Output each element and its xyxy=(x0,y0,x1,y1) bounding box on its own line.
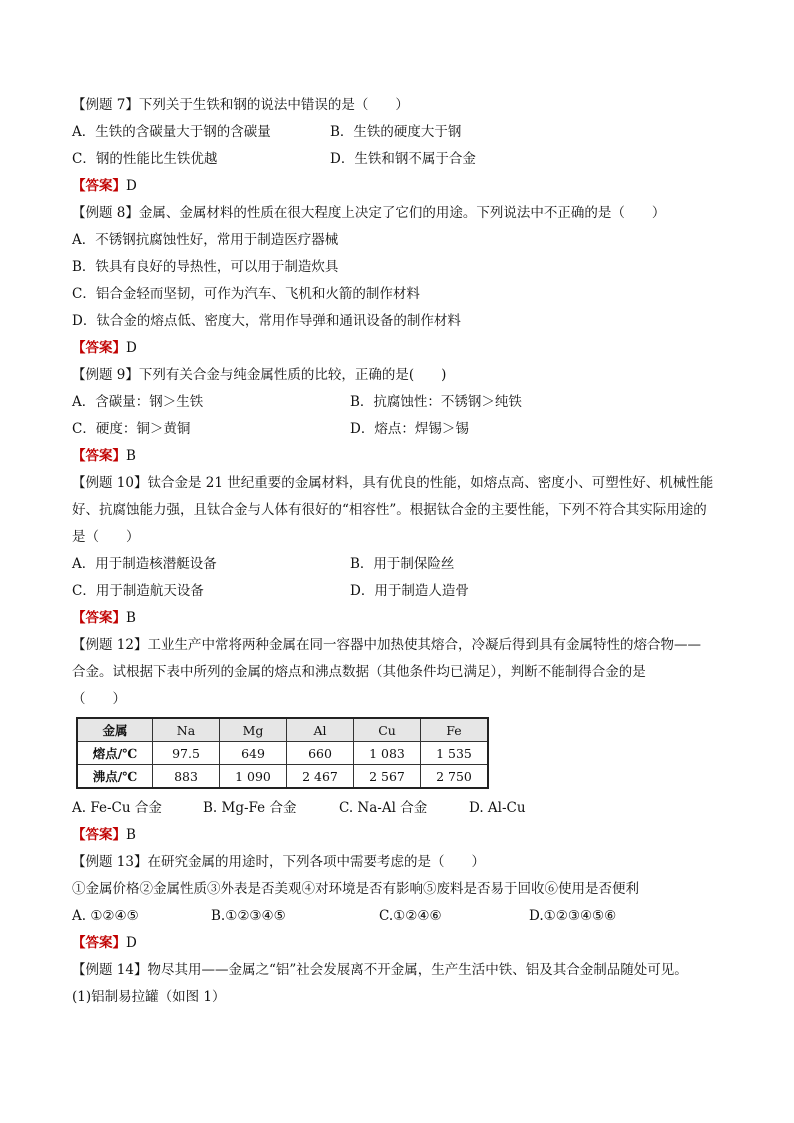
answer-value: B xyxy=(126,448,136,464)
q9-option-a: A．含碳量：钢＞生铁 xyxy=(72,394,204,410)
q10-stem-line1: 【例题 10】钛合金是 21 世纪重要的金属材料，具有优良的性能，如熔点高、密度小、可塑性好、机械性能 xyxy=(72,475,714,491)
q13-option-a: A. ①②④⑤ xyxy=(72,908,139,924)
answer-value: D xyxy=(126,935,137,951)
q12-option-b: B. Mg-Fe 合金 xyxy=(203,800,297,816)
q9-option-b: B．抗腐蚀性：不锈钢＞纯铁 xyxy=(350,394,522,410)
q9-options-row2 xyxy=(72,416,732,443)
table-cell: 2 750 xyxy=(421,765,489,789)
table-row-label: 沸点/℃ xyxy=(77,765,153,789)
table-cell: 649 xyxy=(220,742,287,765)
q7-stem: 【例题 7】下列关于生铁和钢的说法中错误的是（ ） xyxy=(72,97,409,113)
q12-option-d: D. Al-Cu xyxy=(469,800,526,816)
q7-options-row1 xyxy=(72,119,732,146)
q10-stem-line2: 好、抗腐蚀能力强，且钛合金与人体有很好的“相容性”。根据钛合金的主要性能，下列不符合其实际用途的 xyxy=(72,502,707,518)
q7-option-c: C．钢的性能比生铁优越 xyxy=(72,151,218,167)
q7-option-d: D．生铁和钢不属于合金 xyxy=(330,151,476,167)
table-cell: 1 083 xyxy=(354,742,421,765)
q10-option-d: D．用于制造人造骨 xyxy=(350,583,469,599)
table-row xyxy=(77,765,488,789)
table-row xyxy=(77,742,488,765)
q14-subquestion-1: (1)铝制易拉罐（如图 1） xyxy=(72,989,226,1005)
q7-answer xyxy=(72,173,732,200)
q12-option-a: A. Fe-Cu 合金 xyxy=(72,800,162,816)
q13-items: ①金属价格②金属性质③外表是否美观④对环境是否有影响⑤废料是否易于回收⑥使用是否便利 xyxy=(72,881,639,897)
q10-option-b: B．用于制保险丝 xyxy=(350,556,455,572)
table-header-cell: Mg xyxy=(220,718,287,742)
q12-stem-line1: 【例题 12】工业生产中常将两种金属在同一容器中加热使其熔合，冷凝后得到具有金属特性的熔合物—— xyxy=(72,637,701,653)
q13-option-b: B.①②③④⑤ xyxy=(211,908,286,924)
q13-options-row xyxy=(72,903,732,930)
answer-label: 【答案】 xyxy=(72,178,126,194)
answer-label: 【答案】 xyxy=(72,935,126,951)
table-header-cell: Cu xyxy=(354,718,421,742)
metal-data-table xyxy=(76,717,489,789)
table-cell: 660 xyxy=(287,742,354,765)
table-cell: 1 090 xyxy=(220,765,287,789)
q10-options-row2 xyxy=(72,578,732,605)
q13-option-c: C.①②④⑥ xyxy=(379,908,442,924)
q8-option-a: A．不锈钢抗腐蚀性好，常用于制造医疗器械 xyxy=(72,232,339,248)
q12-stem-line2: 合金。试根据下表中所列的金属的熔点和沸点数据（其他条件均已满足），判断不能制得合金的是 xyxy=(72,664,646,680)
q13-option-d: D.①②③④⑤⑥ xyxy=(529,908,617,924)
answer-label: 【答案】 xyxy=(72,340,126,356)
q12-answer xyxy=(72,822,732,849)
q14-stem: 【例题 14】物尽其用——金属之“铝”社会发展离不开金属，生产生活中铁、铝及其合金制品随处可见。 xyxy=(72,962,688,978)
table-header-row xyxy=(77,718,488,742)
answer-value: D xyxy=(126,340,137,356)
q8-option-d: D．钛合金的熔点低、密度大，常用作导弹和通讯设备的制作材料 xyxy=(72,313,461,329)
q13-answer xyxy=(72,930,732,957)
q10-option-a: A．用于制造核潜艇设备 xyxy=(72,556,217,572)
q8-option-c: C．铝合金轻而坚韧，可作为汽车、飞机和火箭的制作材料 xyxy=(72,286,420,302)
q8-answer xyxy=(72,335,732,362)
q12-option-c: C. Na-Al 合金 xyxy=(339,800,428,816)
q9-option-d: D．熔点：焊锡＞锡 xyxy=(350,421,469,437)
answer-label: 【答案】 xyxy=(72,610,126,626)
q10-option-c: C．用于制造航天设备 xyxy=(72,583,204,599)
q10-stem-line3: 是（ ） xyxy=(72,529,140,545)
q7-option-a: A．生铁的含碳量大于钢的含碳量 xyxy=(72,124,271,140)
q12-options-row xyxy=(72,795,732,822)
q9-option-c: C．硬度：铜＞黄铜 xyxy=(72,421,191,437)
q9-options-row1 xyxy=(72,389,732,416)
q9-answer xyxy=(72,443,732,470)
q12-stem-line3: （ ） xyxy=(72,691,126,707)
q7-option-b: B．生铁的硬度大于钢 xyxy=(330,124,462,140)
q7-options-row2 xyxy=(72,146,732,173)
table-cell: 883 xyxy=(153,765,220,789)
answer-label: 【答案】 xyxy=(72,448,126,464)
table-row-label: 熔点/℃ xyxy=(77,742,153,765)
q8-option-b: B．铁具有良好的导热性，可以用于制造炊具 xyxy=(72,259,339,275)
q8-stem: 【例题 8】金属、金属材料的性质在很大程度上决定了它们的用途。下列说法中不正确的是（ ） xyxy=(72,205,666,221)
table-cell: 97.5 xyxy=(153,742,220,765)
answer-value: B xyxy=(126,610,136,626)
table-cell: 2 467 xyxy=(287,765,354,789)
table-cell: 2 567 xyxy=(354,765,421,789)
table-header-cell: Fe xyxy=(421,718,489,742)
q9-stem: 【例题 9】下列有关合金与纯金属性质的比较，正确的是( ) xyxy=(72,367,447,383)
q10-answer xyxy=(72,605,732,632)
document-page xyxy=(72,92,732,1011)
table-header-cell: 金属 xyxy=(77,718,153,742)
table-header-cell: Na xyxy=(153,718,220,742)
q10-options-row1 xyxy=(72,551,732,578)
answer-label: 【答案】 xyxy=(72,827,126,843)
answer-value: D xyxy=(126,178,137,194)
answer-value: B xyxy=(126,827,136,843)
table-header-cell: Al xyxy=(287,718,354,742)
q13-stem: 【例题 13】在研究金属的用途时，下列各项中需要考虑的是（ ） xyxy=(72,854,485,870)
table-cell: 1 535 xyxy=(421,742,489,765)
